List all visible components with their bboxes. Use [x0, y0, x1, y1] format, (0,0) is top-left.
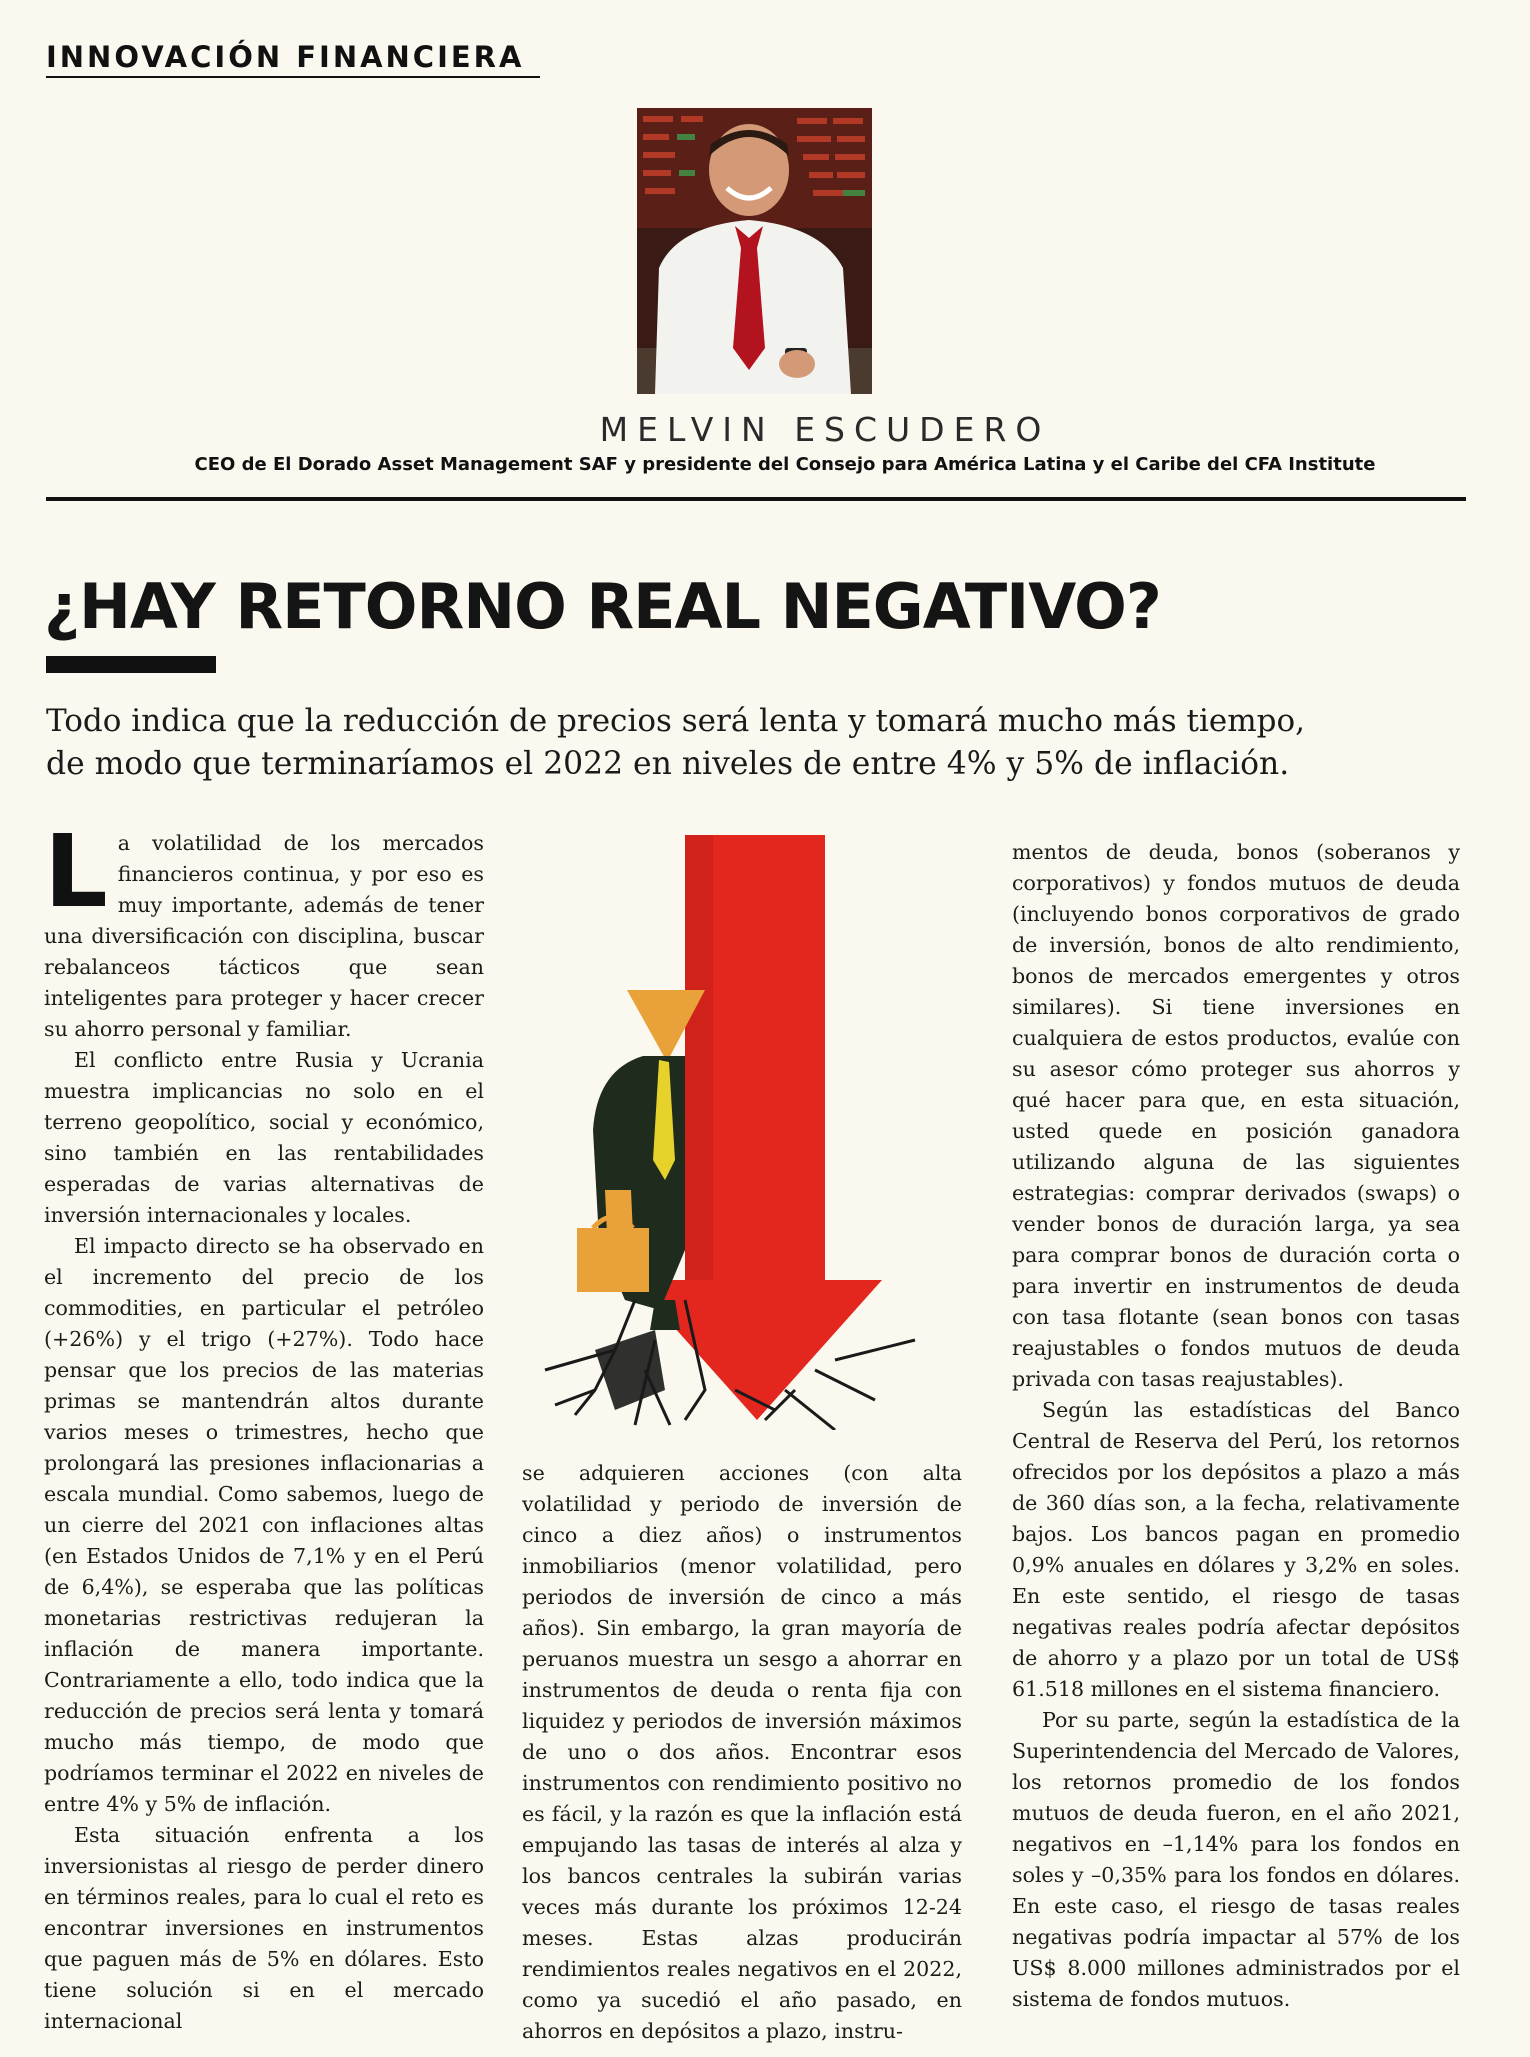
- author-photo: [637, 108, 872, 394]
- author-name: MELVIN ESCUDERO: [599, 410, 1051, 449]
- paragraph: Esta situación enfrenta a los inversionistas al riesgo de perder dinero en términos reales, para lo cual el reto es encontrar inversiones en instrumentos que paguen más de 5% en dólares. Esto tiene solución si en el mercado internacional: [44, 1823, 484, 2033]
- author-role: CEO de El Dorado Asset Management SAF y presidente del Consejo para América Latina y el Caribe del CFA Institute: [194, 454, 1376, 475]
- headline-bar: [46, 656, 216, 673]
- body-column-2: [522, 1458, 962, 2043]
- paragraph: Según las estadísticas del Banco Central de Reserva del Perú, los retornos ofrecidos por los depósitos a plazo a más de 360 días son, a la fecha, relativamente bajos. Los bancos pagan en promedio 0,9% anuales en dólares y 3,2% en soles. En este sentido, el riesgo de tasas negativas reales podría afectar depósitos de ahorro y a plazo por un total de US$ 61.518 millones en el sistema financiero.: [1012, 1398, 1460, 1701]
- drop-cap: L: [44, 813, 108, 930]
- body-column-1: [44, 813, 484, 2033]
- deck-line-2: de modo que terminaríamos el 2022 en niveles de entre 4% y 5% de inflación.: [46, 746, 1290, 782]
- paragraph: Por su parte, según la estadística de la Superintendencia del Mercado de Valores, los retornos promedio de los fondos mutuos de deuda fueron, en el año 2021, negativos en –1,14% para los fondos en soles y –0,35% para los fondos en dólares. En este caso, el riesgo de tasas reales negativas podría impactar al 57% de los US$ 8.000 millones administrados por el sistema de fondos mutuos.: [1012, 1708, 1460, 2011]
- deck-line-1: Todo indica que la reducción de precios será lenta y tomará mucho más tiempo,: [46, 703, 1306, 739]
- paragraph: se adquieren acciones (con alta volatilidad y periodo de inversión de cinco a diez años) o instrumentos inmobiliarios (menor volatilidad, pero periodos de inversión de cinco a más años). Sin embargo, la gran mayoría de peruanos muestra un sesgo a ahorrar en instrumentos de deuda o renta fija con liquidez y periodos de inversión máximos de uno o dos años. Encontrar esos instrumentos con rendimiento positivo no es fácil, y la razón es que la inflación está empujando las tasas de interés al alza y los bancos centrales la subirán varias veces más durante los próximos 12-24 meses. Estas alzas producirán rendimientos reales negativos en el 2022, como ya sucedió el año pasado, en ahorros en depósitos a plazo, instru-: [522, 1461, 962, 2043]
- paragraph: El conflicto entre Rusia y Ucrania muestra implicancias no solo en el terreno geopolítico, social y económico, sino también en las rentabilidades esperadas de varias alternativas de inversión internacionales y locales.: [44, 1048, 484, 1227]
- deck: [46, 700, 1346, 786]
- falling-arrow-illustration: [535, 830, 975, 1430]
- body-column-3: [1012, 837, 1460, 2033]
- divider-rule: [46, 497, 1466, 501]
- paragraph: mentos de deuda, bonos (soberanos y corporativos) y fondos mutuos de deuda (incluyendo bonos corporativos de grado de inversión, bonos de alto rendimiento, bonos de mercados emergentes y otros similares). Si tiene inversiones en cualquiera de estos productos, evalúe con su asesor cómo proteger sus ahorros y qué hacer para que, en esta situación, usted quede en posición ganadora utilizando alguna de las siguientes estrategias: comprar derivados (swaps) o vender bonos de duración larga, ya sea para comprar bonos de duración corta o para invertir en instrumentos de deuda con tasa flotante (sean bonos con tasas reajustables o fondos mutuos de deuda privada con tasas reajustables).: [1012, 840, 1460, 1391]
- section-rule: [46, 76, 540, 78]
- headline: ¿HAY RETORNO REAL NEGATIVO?: [44, 570, 1161, 643]
- paragraph: La volatilidad de los mercados financieros continua, y por eso es muy importante, además de tener una diversificación con disciplina, buscar rebalanceos tácticos que sean inteligentes para proteger y hacer crecer su ahorro personal y familiar.: [44, 813, 484, 1041]
- section-label: INNOVACIÓN FINANCIERA: [46, 40, 525, 74]
- paragraph: El impacto directo se ha observado en el incremento del precio de los commodities, en particular el petróleo (+26%) y el trigo (+27%). Todo hace pensar que los precios de las materias primas se mantendrán altos durante varios meses o trimestres, hecho que prolongará las presiones inflacionarias a escala mundial. Como sabemos, luego de un cierre del 2021 con inflaciones altas (en Estados Unidos de 7,1% y en el Perú de 6,4%), se esperaba que las políticas monetarias restrictivas redujeran la inflación de manera importante. Contrariamente a ello, todo indica que la reducción de precios será lenta y tomará mucho más tiempo, de modo que podríamos terminar el 2022 en niveles de entre 4% y 5% de inflación.: [44, 1234, 484, 1816]
